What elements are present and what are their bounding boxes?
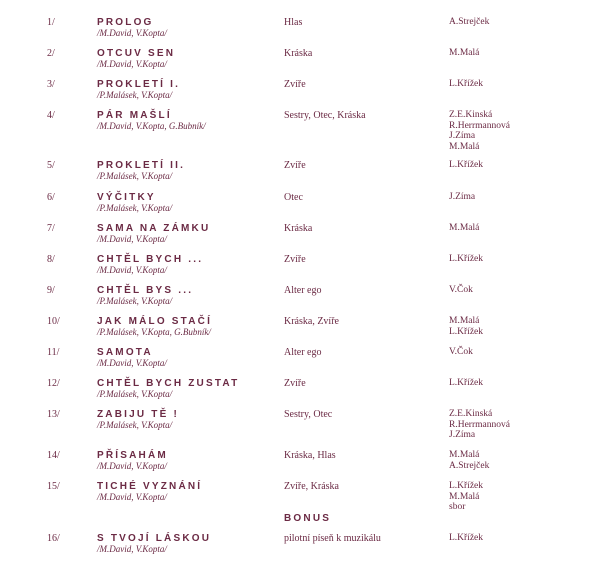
performer-name: M.Malá bbox=[449, 450, 480, 460]
track-role: Zvíře bbox=[284, 160, 306, 171]
track-performers bbox=[449, 347, 473, 358]
bonus-heading: BONUS bbox=[284, 513, 332, 524]
track-title: PROLOG bbox=[97, 17, 154, 28]
track-performers bbox=[449, 48, 479, 59]
performer-name: L.Křížek bbox=[449, 160, 484, 170]
track-performers bbox=[449, 79, 483, 90]
track-number: 10/ bbox=[47, 316, 60, 327]
track-title: CHTĚL BYCH ZUSTAT bbox=[97, 378, 240, 389]
track-title: PŘÍSAHÁM bbox=[97, 450, 168, 461]
track-role: Sestry, Otec, Kráska bbox=[284, 110, 366, 121]
track-role: Sestry, Otec bbox=[284, 409, 333, 420]
track-performers bbox=[449, 481, 483, 513]
performer-name: M.Malá bbox=[449, 223, 480, 233]
track-number: 1/ bbox=[47, 17, 55, 28]
performer-name: L.Křížek bbox=[449, 79, 484, 89]
track-number: 5/ bbox=[47, 160, 55, 171]
track-number: 14/ bbox=[47, 450, 60, 461]
performer-name: L.Křížek bbox=[449, 254, 484, 264]
track-title: OTCUV SEN bbox=[97, 48, 176, 59]
track-number: 13/ bbox=[47, 409, 60, 420]
performer-name: V.Čok bbox=[449, 347, 473, 357]
track-authors: /M.David, V.Kopta/ bbox=[97, 358, 167, 368]
performer-name: L.Křížek bbox=[449, 326, 484, 337]
performer-name: J.Zíma bbox=[449, 131, 476, 141]
track-title: ZABIJU TĚ ! bbox=[97, 409, 179, 420]
track-performers bbox=[449, 17, 489, 28]
track-authors: /M.David, V.Kopta, G.Bubník/ bbox=[97, 121, 206, 131]
track-authors: /P.Malásek, V.Kopta/ bbox=[97, 420, 173, 430]
performer-name: Z.E.Kinská bbox=[449, 409, 493, 419]
performer-name: L.Křížek bbox=[449, 378, 484, 388]
performer-name: L.Křížek bbox=[449, 481, 484, 491]
track-authors: /P.Malásek, V.Kopta/ bbox=[97, 171, 173, 181]
track-authors: /M.David, V.Kopta/ bbox=[97, 234, 167, 244]
performer-name: M.Malá bbox=[449, 491, 480, 502]
track-authors: /P.Malásek, V.Kopta/ bbox=[97, 90, 173, 100]
track-title: CHTĚL BYS ... bbox=[97, 285, 194, 296]
track-role: Kráska bbox=[284, 48, 313, 59]
track-authors: /P.Malásek, V.Kopta, G.Bubník/ bbox=[97, 327, 211, 337]
track-number: 3/ bbox=[47, 79, 55, 90]
performer-name: M.Malá bbox=[449, 141, 480, 152]
track-authors: /M.David, V.Kopta/ bbox=[97, 544, 167, 554]
track-title: PÁR MAŠLÍ bbox=[97, 110, 172, 121]
track-role: Kráska, Zvíře bbox=[284, 316, 339, 327]
track-role: Zvíře, Kráska bbox=[284, 481, 339, 492]
track-number: 8/ bbox=[47, 254, 55, 265]
performer-name: A.Strejček bbox=[449, 17, 490, 27]
performer-name: V.Čok bbox=[449, 285, 473, 295]
performer-name: J.Zíma bbox=[449, 430, 476, 440]
track-role: Alter ego bbox=[284, 285, 322, 296]
track-performers bbox=[449, 378, 483, 389]
track-role: Kráska, Hlas bbox=[284, 450, 336, 461]
track-title: S TVOJÍ LÁSKOU bbox=[97, 533, 212, 544]
track-role: Zvíře bbox=[284, 79, 306, 90]
track-performers bbox=[449, 223, 479, 234]
track-role: Otec bbox=[284, 192, 303, 203]
track-authors: /P.Malásek, V.Kopta/ bbox=[97, 389, 173, 399]
track-authors: /P.Malásek, V.Kopta/ bbox=[97, 296, 173, 306]
performer-name: R.Herrmannová bbox=[449, 120, 510, 131]
track-authors: /P.Malásek, V.Kopta/ bbox=[97, 203, 173, 213]
track-title: CHTĚL BYCH ... bbox=[97, 254, 204, 265]
track-role: pilotní píseň k muzikálu bbox=[284, 533, 381, 544]
track-title: SAMOTA bbox=[97, 347, 153, 358]
track-number: 6/ bbox=[47, 192, 55, 203]
track-role: Zvíře bbox=[284, 254, 306, 265]
track-performers bbox=[449, 533, 483, 544]
performer-name: A.Strejček bbox=[449, 460, 490, 471]
track-role: Hlas bbox=[284, 17, 303, 28]
performer-name: L.Křížek bbox=[449, 533, 484, 543]
track-title: PROKLETÍ II. bbox=[97, 160, 186, 171]
performer-name: M.Malá bbox=[449, 316, 480, 326]
track-role: Zvíře bbox=[284, 378, 306, 389]
track-title: VÝČITKY bbox=[97, 192, 156, 203]
track-performers bbox=[449, 450, 489, 471]
performer-name: J.Zíma bbox=[449, 192, 476, 202]
track-performers bbox=[449, 316, 483, 337]
performer-name: R.Herrmannová bbox=[449, 419, 510, 430]
track-authors: /M.David, V.Kopta/ bbox=[97, 461, 167, 471]
track-number: 9/ bbox=[47, 285, 55, 296]
track-authors: /M.David, V.Kopta/ bbox=[97, 28, 167, 38]
track-title: PROKLETÍ I. bbox=[97, 79, 181, 90]
track-performers bbox=[449, 254, 483, 265]
track-role: Alter ego bbox=[284, 347, 322, 358]
track-number: 2/ bbox=[47, 48, 55, 59]
performer-name: sbor bbox=[449, 502, 466, 512]
track-performers bbox=[449, 192, 475, 203]
track-authors: /M.David, V.Kopta/ bbox=[97, 492, 167, 502]
track-title: TICHÉ VYZNÁNÍ bbox=[97, 481, 203, 492]
track-performers bbox=[449, 160, 483, 171]
track-number: 15/ bbox=[47, 481, 60, 492]
track-title: SAMA NA ZÁMKU bbox=[97, 223, 211, 234]
track-authors: /M.David, V.Kopta/ bbox=[97, 59, 167, 69]
track-title: JAK MÁLO STAČÍ bbox=[97, 316, 213, 327]
track-number: 12/ bbox=[47, 378, 60, 389]
track-number: 4/ bbox=[47, 110, 55, 121]
track-number: 7/ bbox=[47, 223, 55, 234]
performer-name: Z.E.Kinská bbox=[449, 110, 493, 120]
performer-name: M.Malá bbox=[449, 48, 480, 58]
track-authors: /M.David, V.Kopta/ bbox=[97, 265, 167, 275]
track-performers bbox=[449, 285, 473, 296]
track-number: 16/ bbox=[47, 533, 60, 544]
track-performers bbox=[449, 409, 510, 441]
track-number: 11/ bbox=[47, 347, 60, 358]
track-role: Kráska bbox=[284, 223, 313, 234]
track-performers bbox=[449, 110, 510, 152]
